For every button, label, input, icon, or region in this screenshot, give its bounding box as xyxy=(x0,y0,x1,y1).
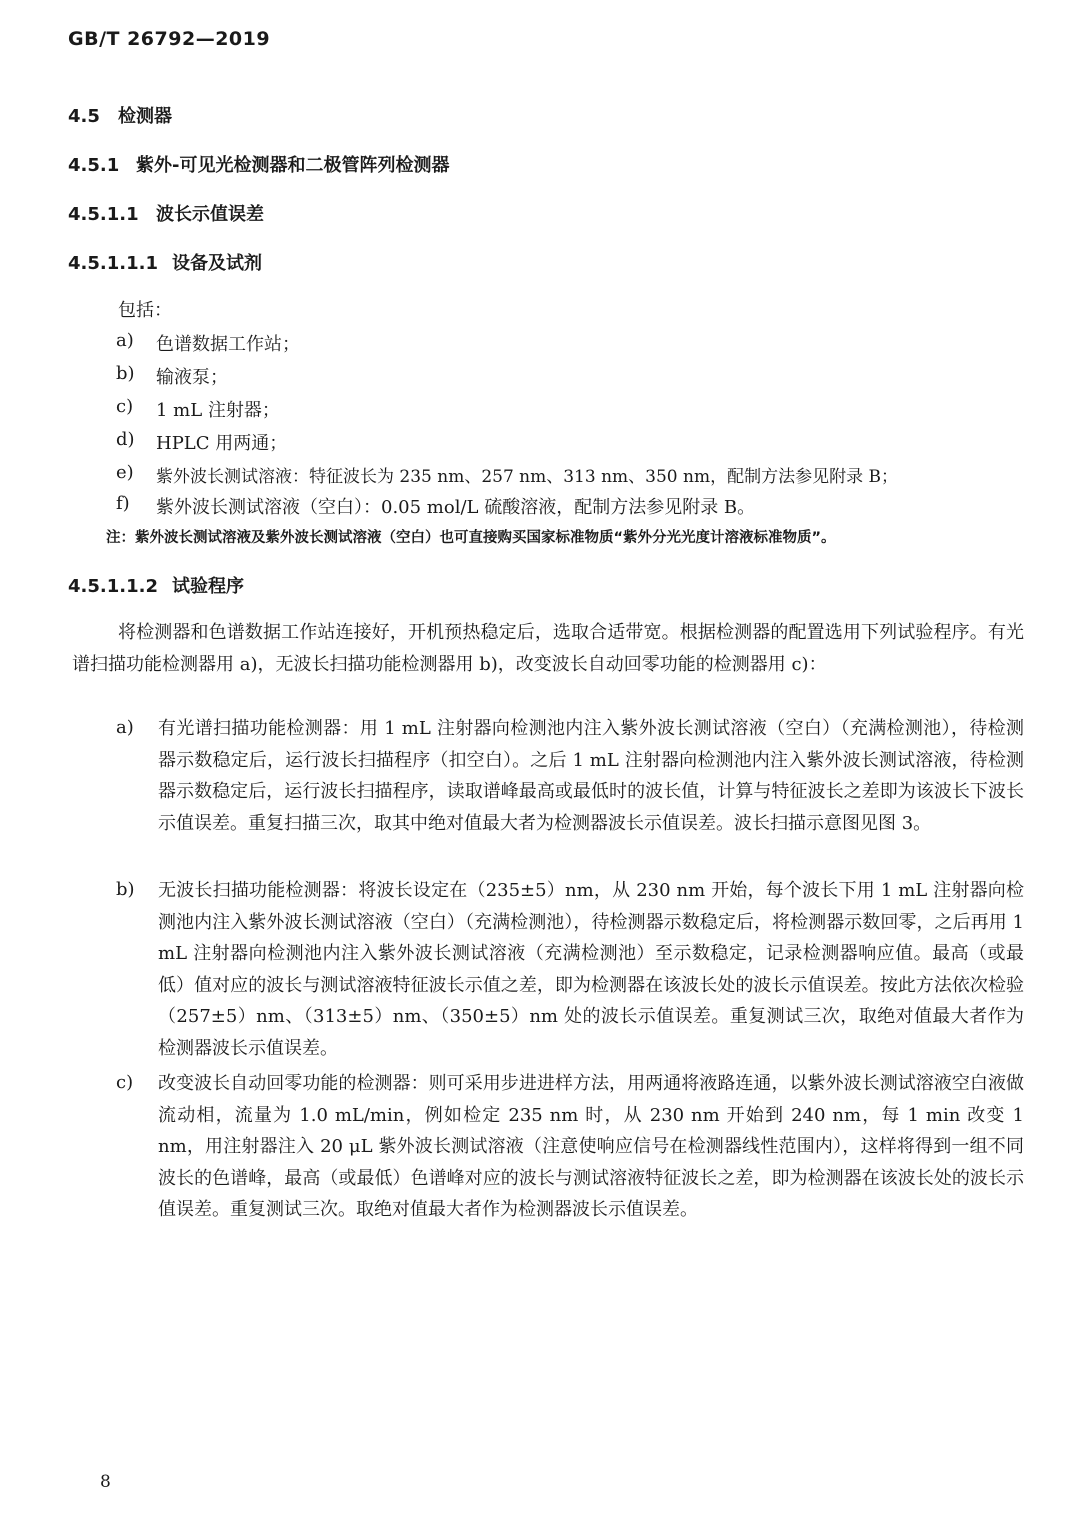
section-title: 紫外-可见光检测器和二极管阵列检测器 xyxy=(136,155,450,176)
list-item-label: a) xyxy=(116,330,134,351)
procedure-intro: 将检测器和色谱数据工作站连接好，开机预热稳定后，选取合适带宽。根据检测器的配置选用下列试验程序。有光谱扫描功能检测器用 a)，无波长扫描功能检测器用 b)，改变波长自动回零功能的检测器用 c)： xyxy=(72,622,1024,675)
list-item-label: b) xyxy=(116,879,135,900)
section-title: 波长示值误差 xyxy=(156,204,264,225)
equipment-intro: 包括： xyxy=(118,300,172,321)
list-item-text: 紫外波长测试溶液（空白）：0.05 mol/L 硫酸溶液，配制方法参见附录 B。 xyxy=(156,497,756,518)
section-heading-4-5-1 xyxy=(68,151,449,177)
list-item-text: HPLC 用两通； xyxy=(156,433,288,454)
list-item-label: e) xyxy=(116,462,134,483)
section-heading-4-5 xyxy=(68,102,172,128)
section-number: 4.5.1.1.1 xyxy=(68,253,158,274)
list-item-text: 1 mL 注射器； xyxy=(156,400,280,421)
list-item-text: 改变波长自动回零功能的检测器：则可采用步进进样方法，用两通将液路连通，以紫外波长测试溶液空白液做流动相，流量为 1.0 mL/min，例如检定 235 nm 时，从 230 nm 开始到 240 nm，每 1 min 改变 1 nm，用注射器注入 20 μL 紫外波长测试溶液（注意使响应信号在检测器线性范围内），这样将得到一组不同波长的色谱峰，最高（或最低）色谱峰对应的波长与测试溶液特征波长之差，即为检测器在该波长处的波长示值误差。重复测试三次。取绝对值最大者作为检测器波长示值误差。 xyxy=(158,1073,1024,1220)
equipment-note: 注：紫外波长测试溶液及紫外波长测试溶液（空白）也可直接购买国家标准物质“紫外分光光度计溶液标准物质”。 xyxy=(106,530,836,546)
list-item-label: d) xyxy=(116,429,135,450)
list-item-text: 紫外波长测试溶液：特征波长为 235 nm、257 nm、313 nm、350 nm，配制方法参见附录 B； xyxy=(156,467,898,487)
section-title: 设备及试剂 xyxy=(172,253,262,274)
section-heading-4-5-1-1-2 xyxy=(68,572,244,598)
list-item-label: a) xyxy=(116,717,134,738)
list-item-text: 无波长扫描功能检测器：将波长设定在（235±5）nm，从 230 nm 开始，每个波长下用 1 mL 注射器向检测池内注入紫外波长测试溶液（空白）（充满检测池），待检测器示数稳定后，将检测器示数回零，之后再用 1 mL 注射器向检测池内注入紫外波长测试溶液（充满检测池）至示数稳定，记录检测器响应值。最高（或最低）值对应的波长与测试溶液特征波长示值之差，即为检测器在该波长处的波长示值误差。按此方法依次检验（257±5）nm、（313±5）nm、（350±5）nm 处的波长示值误差。重复测试三次，取绝对值最大者作为检测器波长示值误差。 xyxy=(158,880,1024,1059)
list-item-label: c) xyxy=(116,1072,134,1093)
section-heading-4-5-1-1-1 xyxy=(68,249,262,275)
list-item-text: 色谱数据工作站； xyxy=(156,334,300,355)
section-number: 4.5.1 xyxy=(68,155,120,176)
page-number: 8 xyxy=(100,1472,111,1492)
list-item-text: 有光谱扫描功能检测器：用 1 mL 注射器向检测池内注入紫外波长测试溶液（空白）（充满检测池），待检测器示数稳定后，运行波长扫描程序（扣空白）。之后 1 mL 注射器向检测池内注入紫外波长测试溶液，待检测器示数稳定后，运行波长扫描程序，读取谱峰最高或最低时的波长值，计算与特征波长之差即为该波长下波长示值误差。重复扫描三次，取其中绝对值最大者为检测器波长示值误差。波长扫描示意图见图 3。 xyxy=(158,718,1024,834)
list-item-label: c) xyxy=(116,396,134,417)
section-number: 4.5.1.1 xyxy=(68,204,139,225)
section-title: 试验程序 xyxy=(172,576,244,597)
list-item-label: b) xyxy=(116,363,135,384)
document-code-header: GB/T 26792—2019 xyxy=(68,28,271,50)
list-item-label: f) xyxy=(116,493,130,514)
section-number: 4.5 xyxy=(68,106,100,127)
section-heading-4-5-1-1 xyxy=(68,200,264,226)
list-item-text: 输液泵； xyxy=(156,367,228,388)
section-title: 检测器 xyxy=(118,106,172,127)
section-number: 4.5.1.1.2 xyxy=(68,576,158,597)
